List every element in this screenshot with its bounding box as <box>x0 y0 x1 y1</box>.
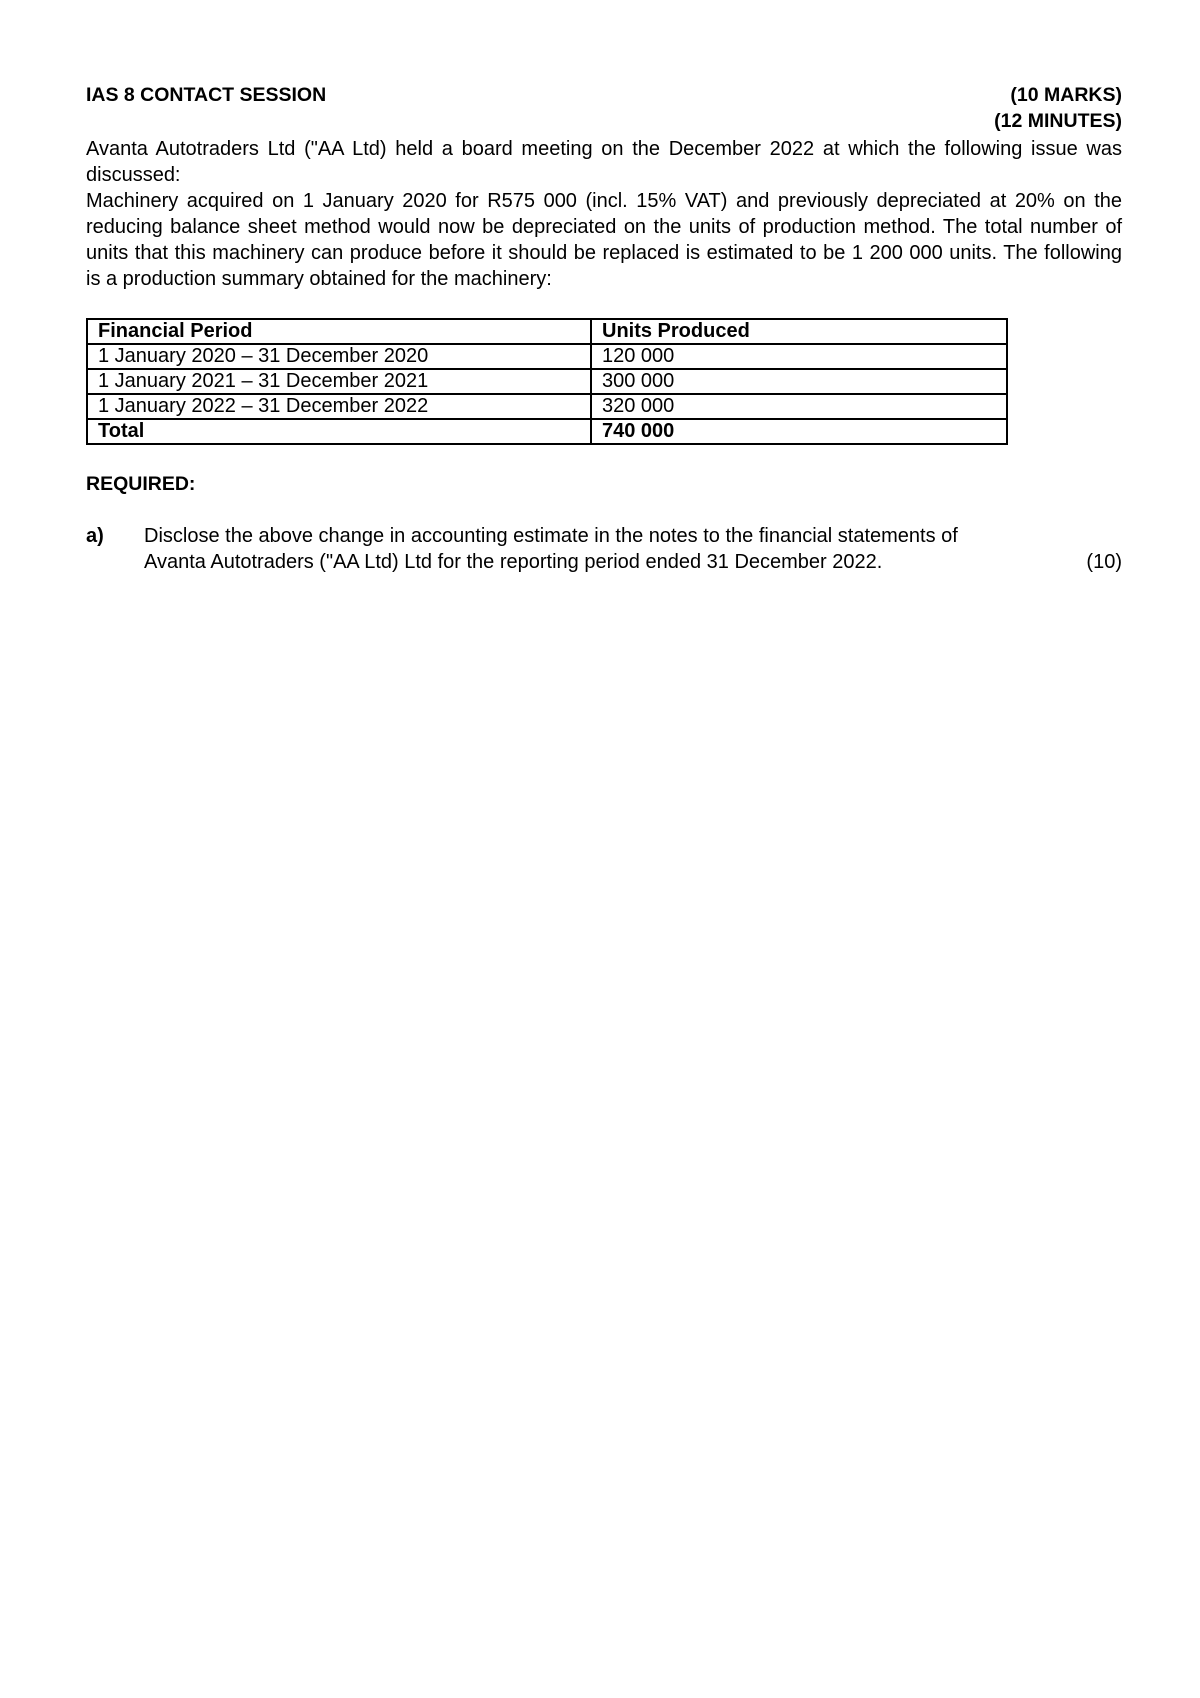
question-text-line1: Disclose the above change in accounting estimate in the notes to the financial statements of <box>144 525 958 547</box>
table-total-row <box>87 419 1007 444</box>
question-line2-row <box>144 549 1122 575</box>
period-cell: 1 January 2021 – 31 December 2021 <box>87 369 591 394</box>
period-cell: 1 January 2022 – 31 December 2022 <box>87 394 591 419</box>
header-row-2 <box>86 110 1122 136</box>
document-page <box>86 84 1122 575</box>
details-paragraph: Machinery acquired on 1 January 2020 for R575 000 (incl. 15% VAT) and previously depreciated at 20% on the reducing balance sheet method would now be depreciated on the units of production method. The total number of units that this machinery can produce before it should be replaced is estimated to be 1 200 000 units. The following is a production summary obtained for the machinery: <box>86 190 1122 290</box>
header-financial-period: Financial Period <box>87 319 591 344</box>
period-cell: 1 January 2020 – 31 December 2020 <box>87 344 591 369</box>
marks-label: (10 MARKS) <box>1010 84 1122 106</box>
document-title: IAS 8 CONTACT SESSION <box>86 84 327 106</box>
intro-paragraph: Avanta Autotraders Ltd ("AA Ltd) held a board meeting on the December 2022 at which the following issue was discussed: <box>86 138 1122 186</box>
header-row <box>86 84 1122 110</box>
question-a <box>86 523 1122 575</box>
table-row <box>87 369 1007 394</box>
total-value: 740 000 <box>591 419 1007 444</box>
units-cell: 120 000 <box>591 344 1007 369</box>
header-units-produced: Units Produced <box>591 319 1007 344</box>
total-label: Total <box>87 419 591 444</box>
question-marks: (10) <box>1086 551 1122 573</box>
table-row <box>87 344 1007 369</box>
required-heading: REQUIRED: <box>86 473 196 495</box>
table-header-row <box>87 319 1007 344</box>
minutes-label: (12 MINUTES) <box>994 110 1122 132</box>
question-label: a) <box>86 525 104 547</box>
units-cell: 320 000 <box>591 394 1007 419</box>
question-text-line2: Avanta Autotraders ("AA Ltd) Ltd for the reporting period ended 31 December 2022. <box>144 551 883 573</box>
production-summary-table <box>86 318 1008 445</box>
table-row <box>87 394 1007 419</box>
units-cell: 300 000 <box>591 369 1007 394</box>
